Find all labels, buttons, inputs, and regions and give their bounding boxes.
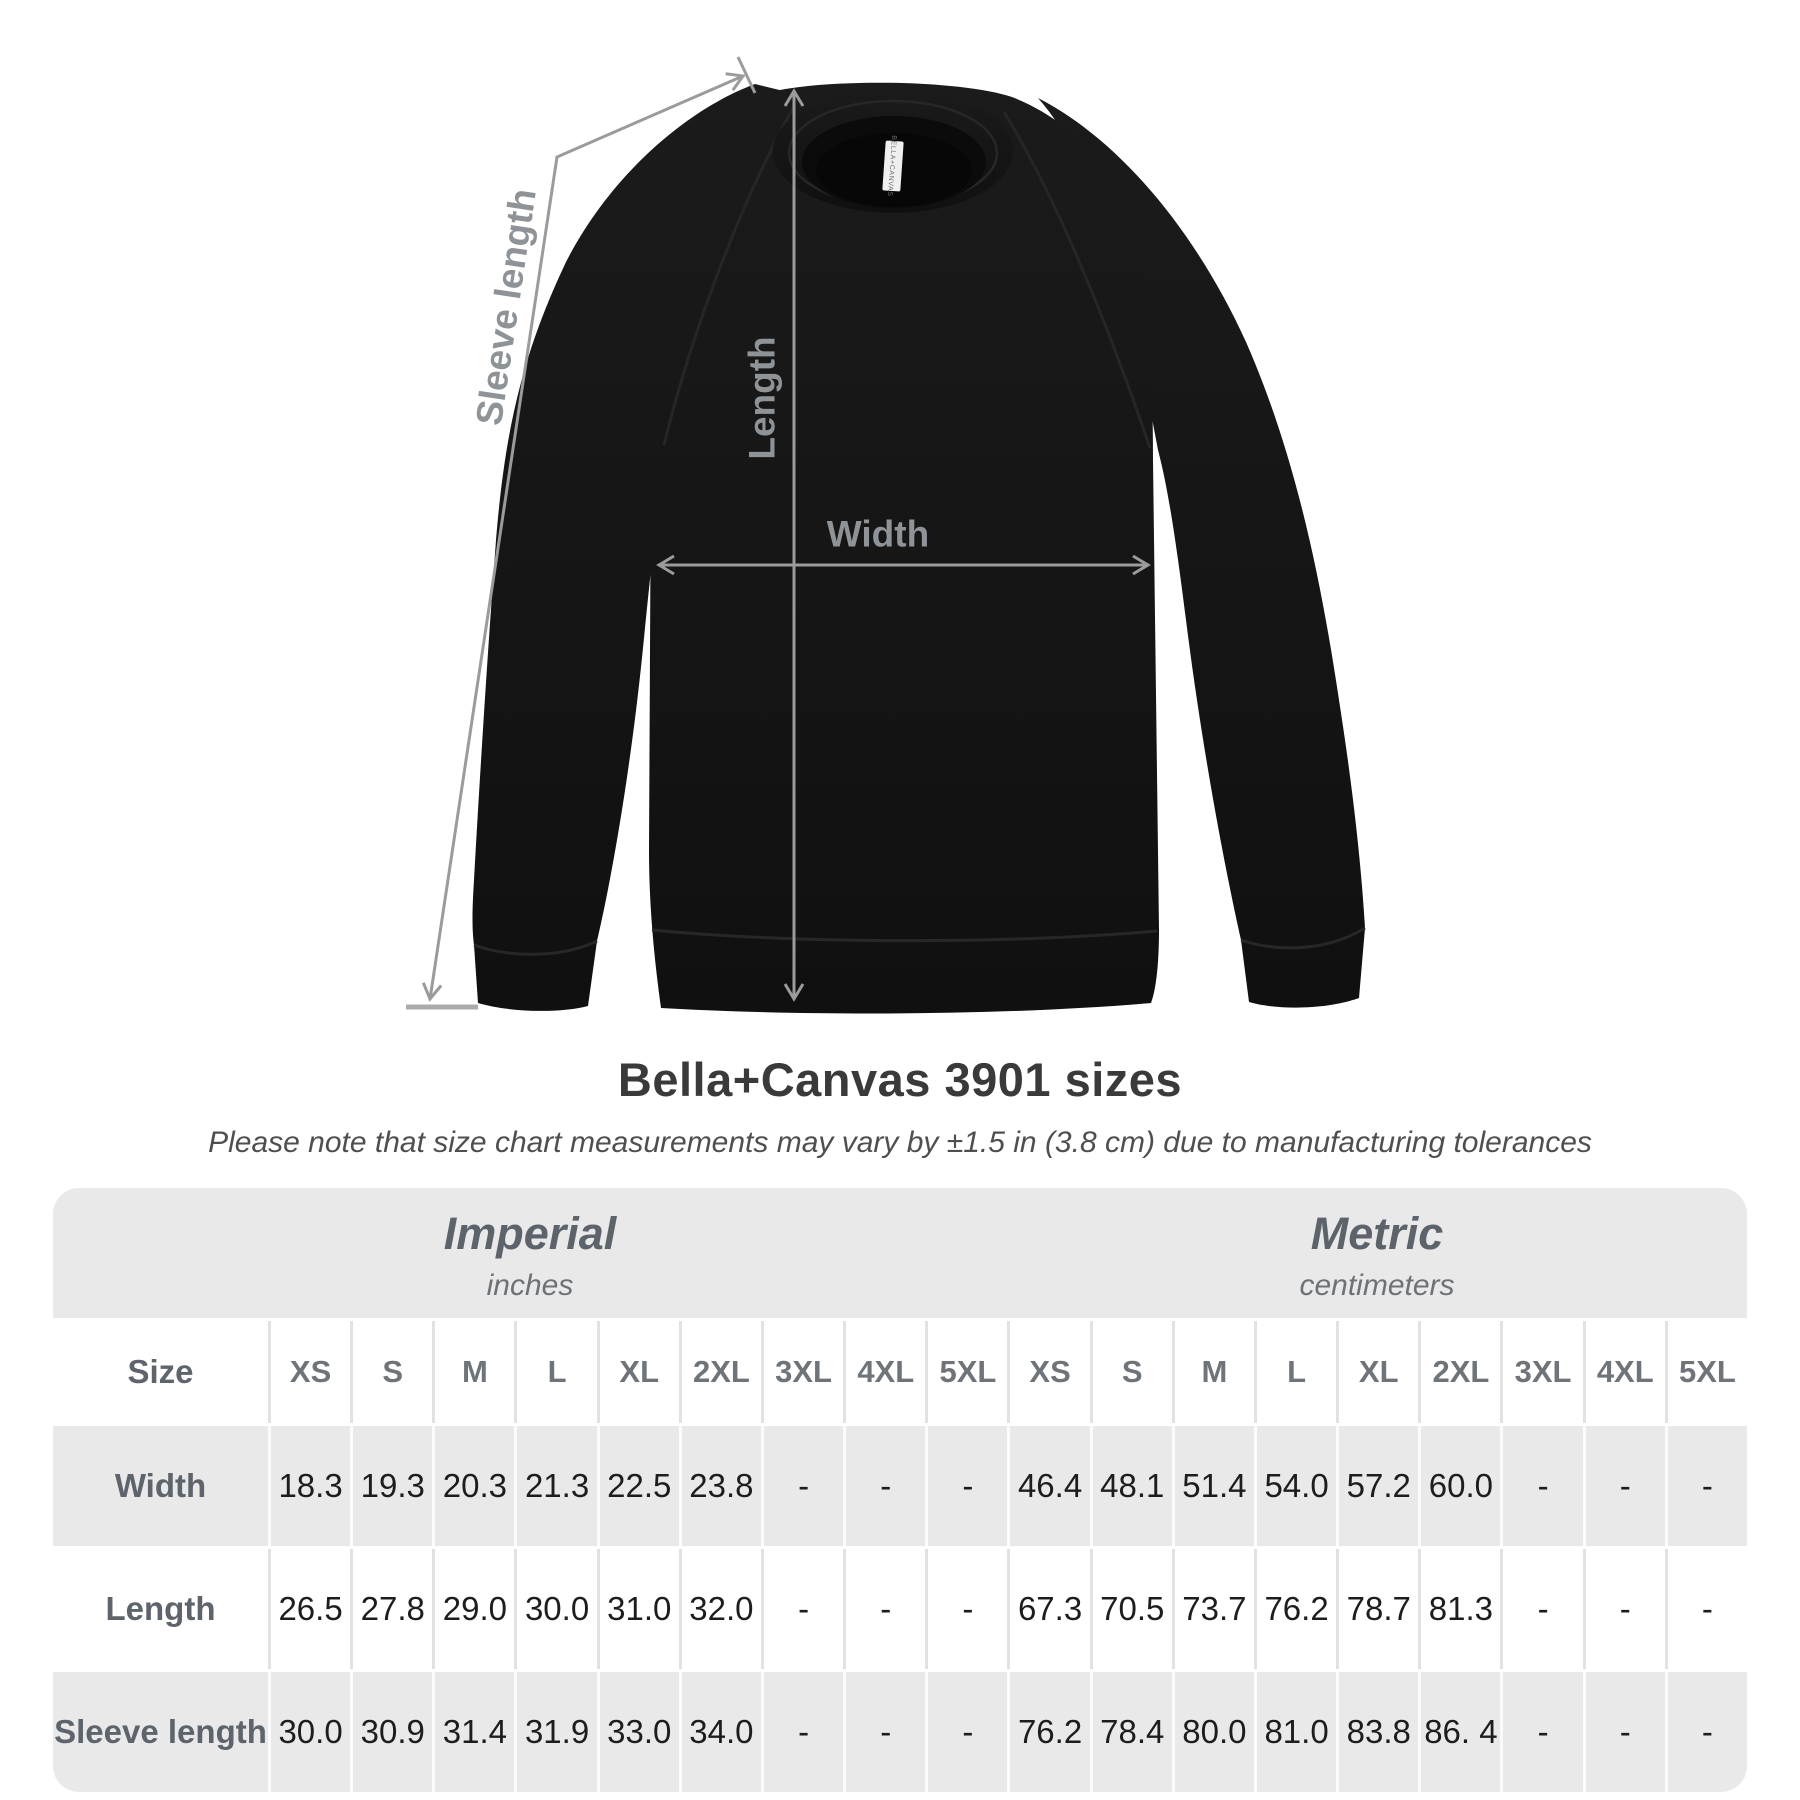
size-header-cell: 3XL — [1503, 1321, 1582, 1423]
measurement-value-cell: - — [1586, 1426, 1665, 1546]
measurement-value-cell: 33.0 — [600, 1672, 679, 1792]
measurement-value-cell: 23.8 — [682, 1426, 761, 1546]
measurement-row-sleeve-length — [53, 1672, 1747, 1792]
measurement-value-cell: - — [846, 1672, 925, 1792]
size-header-cell: S — [1093, 1321, 1172, 1423]
size-header-row — [53, 1321, 1747, 1423]
size-header-cell: S — [353, 1321, 432, 1423]
measurement-value-cell: 81.3 — [1421, 1549, 1500, 1669]
size-header-cell: XL — [600, 1321, 679, 1423]
measurement-value-cell: 19.3 — [353, 1426, 432, 1546]
measurement-value-cell: 22.5 — [600, 1426, 679, 1546]
measurement-value-cell: - — [846, 1549, 925, 1669]
size-header-cell: 2XL — [1421, 1321, 1500, 1423]
measurement-value-cell: 67.3 — [1010, 1549, 1089, 1669]
measurement-value-cell: 34.0 — [682, 1672, 761, 1792]
measurement-value-cell: - — [1503, 1426, 1582, 1546]
size-header-cell: XS — [271, 1321, 350, 1423]
measurement-value-cell: 70.5 — [1093, 1549, 1172, 1669]
size-header-cell: 4XL — [846, 1321, 925, 1423]
size-header-cell: M — [435, 1321, 514, 1423]
row-label-cell: Sleeve length — [53, 1672, 268, 1792]
unit-sub-imperial: inches — [486, 1268, 574, 1302]
measurement-value-cell: 81.0 — [1257, 1672, 1336, 1792]
measurement-value-cell: 21.3 — [517, 1426, 596, 1546]
measurement-value-cell: 76.2 — [1010, 1672, 1089, 1792]
measurement-value-cell: 29.0 — [435, 1549, 514, 1669]
measurement-value-cell: 73.7 — [1175, 1549, 1254, 1669]
page-title: Bella+Canvas 3901 sizes — [617, 1053, 1183, 1106]
measurement-value-cell: 76.2 — [1257, 1549, 1336, 1669]
measurement-value-cell: - — [764, 1672, 843, 1792]
measurement-value-cell: - — [1668, 1549, 1747, 1669]
size-header-cell: 5XL — [928, 1321, 1007, 1423]
measurement-value-cell: 30.9 — [353, 1672, 432, 1792]
measurement-value-cell: 54.0 — [1257, 1426, 1336, 1546]
measurement-row-length — [53, 1549, 1747, 1669]
measurement-value-cell: 32.0 — [682, 1549, 761, 1669]
size-table — [53, 1188, 1747, 1792]
measurement-value-cell: - — [1668, 1426, 1747, 1546]
size-corner-cell: Size — [53, 1321, 268, 1423]
size-header-cell: XS — [1010, 1321, 1089, 1423]
measurement-value-cell: 30.0 — [517, 1549, 596, 1669]
measurement-value-cell: 26.5 — [271, 1549, 350, 1669]
measurement-value-cell: 30.0 — [271, 1672, 350, 1792]
size-header-cell: M — [1175, 1321, 1254, 1423]
size-header-cell: 5XL — [1668, 1321, 1747, 1423]
measurement-value-cell: 78.4 — [1093, 1672, 1172, 1792]
unit-header-band — [53, 1188, 1747, 1318]
size-header-cell: 2XL — [682, 1321, 761, 1423]
unit-header-metric — [1007, 1188, 1747, 1318]
measurement-value-cell: 46.4 — [1010, 1426, 1089, 1546]
measurement-value-cell: 31.0 — [600, 1549, 679, 1669]
measurement-value-cell: - — [846, 1426, 925, 1546]
measurement-value-cell: - — [764, 1426, 843, 1546]
neck-label-text: BELLA+CANVAS — [885, 135, 898, 197]
measurement-value-cell: 18.3 — [271, 1426, 350, 1546]
measurement-value-cell: 20.3 — [435, 1426, 514, 1546]
measurement-value-cell: - — [764, 1549, 843, 1669]
measurement-value-cell: - — [928, 1672, 1007, 1792]
measurement-value-cell: - — [928, 1549, 1007, 1669]
size-header-cell: L — [517, 1321, 596, 1423]
measurement-value-cell: - — [1503, 1672, 1582, 1792]
size-header-cell: L — [1257, 1321, 1336, 1423]
unit-name-imperial: Imperial — [443, 1207, 617, 1259]
measurement-value-cell: - — [1503, 1549, 1582, 1669]
measurement-value-cell: 83.8 — [1339, 1672, 1418, 1792]
measurement-value-cell: 48.1 — [1093, 1426, 1172, 1546]
measurement-value-cell: 78.7 — [1339, 1549, 1418, 1669]
measurement-value-cell: - — [1668, 1672, 1747, 1792]
measurement-value-cell: 31.9 — [517, 1672, 596, 1792]
row-label-cell: Length — [53, 1549, 268, 1669]
measurement-value-cell: 27.8 — [353, 1549, 432, 1669]
measurement-value-cell: 86. 4 — [1421, 1672, 1500, 1792]
width-label: Width — [826, 513, 930, 555]
size-header-cell: 3XL — [764, 1321, 843, 1423]
measurement-value-cell: - — [1586, 1672, 1665, 1792]
page-subtitle: Please note that size chart measurements may vary by ±1.5 in (3.8 cm) due to manufacturing tolerances — [208, 1126, 1592, 1159]
measurement-value-cell: 31.4 — [435, 1672, 514, 1792]
length-label: Length — [741, 336, 783, 460]
unit-header-imperial — [53, 1188, 1007, 1318]
measurement-value-cell: 57.2 — [1339, 1426, 1418, 1546]
unit-name-metric: Metric — [1310, 1207, 1444, 1259]
measurement-value-cell: - — [1586, 1549, 1665, 1669]
unit-sub-metric: centimeters — [1299, 1268, 1455, 1302]
measurement-value-cell: 51.4 — [1175, 1426, 1254, 1546]
measurement-value-cell: - — [928, 1426, 1007, 1546]
size-header-cell: 4XL — [1586, 1321, 1665, 1423]
row-label-cell: Width — [53, 1426, 268, 1546]
measurement-value-cell: 80.0 — [1175, 1672, 1254, 1792]
measurement-value-cell: 60.0 — [1421, 1426, 1500, 1546]
sleeve-length-label: Sleeve length — [468, 186, 544, 428]
measurement-row-width — [53, 1426, 1747, 1546]
size-header-cell: XL — [1339, 1321, 1418, 1423]
